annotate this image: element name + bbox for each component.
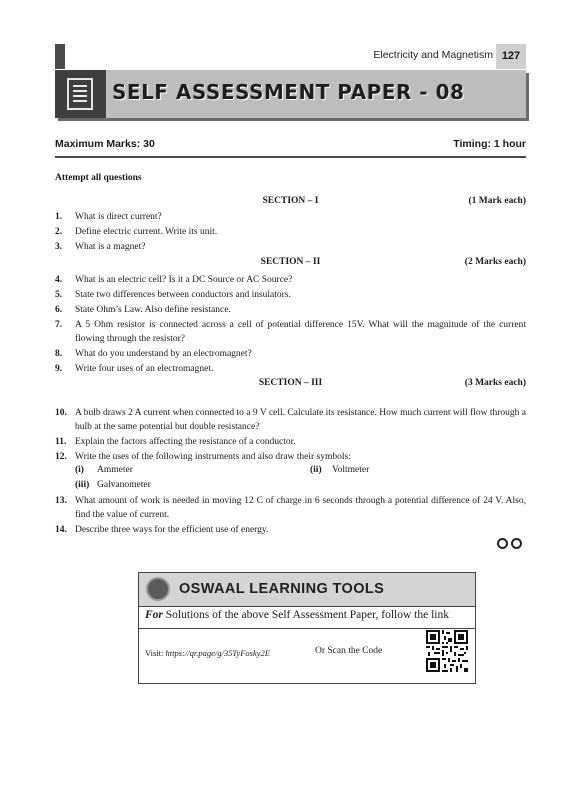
sub-question-text: Galvanometer: [97, 480, 151, 490]
end-mark-circle-icon: [511, 538, 522, 549]
instruction: Attempt all questions: [55, 173, 142, 183]
question-text: Describe three ways for the efficient use of energy.: [75, 525, 269, 535]
solutions-text: Solutions of the above Self Assessment Paper, follow the link: [165, 609, 449, 621]
question-text: Write the uses of the following instruments and also draw their symbols:: [75, 452, 351, 462]
question-item: [55, 210, 526, 224]
scan-instruction: Or Scan the Code: [315, 646, 383, 656]
timing: Timing: 1 hour: [453, 138, 526, 150]
question-number: 14.: [55, 525, 67, 535]
question-text: What do you understand by an electromagnet?: [75, 349, 252, 359]
section-heading: [55, 196, 526, 209]
question-text: State two differences between conductors and insulators.: [75, 290, 291, 300]
sub-question-label: (ii): [310, 465, 322, 475]
question-item: [55, 240, 526, 254]
section-marks: (1 Mark each): [468, 196, 526, 206]
question-item: [55, 303, 526, 317]
section-marks: (2 Marks each): [464, 257, 526, 267]
visit-line: [145, 648, 270, 658]
section-heading: [55, 257, 526, 270]
sub-question-text: Ammeter: [97, 465, 133, 475]
question-number: 1.: [55, 212, 63, 222]
question-item: [55, 362, 526, 376]
section-title: SECTION – I: [262, 196, 319, 206]
question-number: 7.: [55, 320, 63, 330]
document-list-icon: [67, 78, 93, 110]
divider: [139, 628, 475, 629]
solutions-note: [145, 609, 449, 621]
learning-tools-title: OSWAAL LEARNING TOOLS: [179, 581, 385, 597]
question-number: 6.: [55, 305, 63, 315]
question-item: [55, 273, 526, 287]
question-text: What is an electric cell? Is it a DC Source or AC Source?: [75, 275, 293, 285]
for-word: For: [145, 609, 163, 621]
question-number: 10.: [55, 408, 67, 418]
sub-question-label: (iii): [75, 480, 90, 490]
marks-timing-row: [55, 136, 526, 158]
visit-label: Visit:: [145, 648, 164, 658]
maximum-marks: Maximum Marks: 30: [55, 138, 155, 150]
page-number: 127: [496, 44, 526, 69]
question-item: [55, 318, 526, 346]
question-item: [55, 523, 526, 537]
question-number: 2.: [55, 227, 63, 237]
sub-question: [75, 480, 151, 490]
question-item: [55, 494, 526, 522]
section-heading: [55, 378, 526, 391]
question-number: 13.: [55, 496, 67, 506]
question-item: [55, 347, 526, 361]
question-text: What amount of work is needed in moving 12 C of charge in 6 seconds through a potential difference of 24 V. Also, find the value of current.: [75, 496, 526, 521]
section-marks: (3 Marks each): [464, 378, 526, 388]
question-text: Explain the factors affecting the resistance of a conductor.: [75, 437, 296, 447]
question-text: What is direct current?: [75, 212, 162, 222]
oswaal-logo-icon: [146, 577, 170, 601]
learning-tools-header: [139, 573, 475, 607]
sub-question-text: Voltmeter: [332, 465, 370, 475]
sub-question: [310, 465, 369, 475]
section-title: SECTION – II: [260, 257, 321, 267]
question-text: What is a magnet?: [75, 242, 146, 252]
sub-question-label: (i): [75, 465, 84, 475]
section-title: SECTION – III: [258, 378, 323, 388]
question-number: 9.: [55, 364, 63, 374]
solution-link[interactable]: https://qr.page/g/35TyFosky2E: [165, 648, 270, 658]
question-number: 12.: [55, 452, 67, 462]
learning-tools-box: [138, 572, 476, 684]
question-number: 8.: [55, 349, 63, 359]
header-tab-marker: [55, 44, 65, 69]
qr-code-icon[interactable]: [426, 630, 468, 672]
question-item: [55, 225, 526, 239]
question-text: State Ohm’s Law. Also define resistance.: [75, 305, 231, 315]
question-text: A 5 Ohm resistor is connected across a cell of potential difference 15V. What will the magnitude of the current flowing through the resistor?: [75, 320, 526, 345]
question-item: [55, 450, 526, 464]
chapter-title: Electricity and Magnetism: [373, 49, 493, 61]
question-item: [55, 406, 526, 434]
paper-title: SELF ASSESSMENT PAPER - 08: [112, 80, 465, 104]
question-text: A bulb draws 2 A current when connected to a 9 V cell. Calculate its resistance. How much current will flow through a bulb at the same potential but double resistance?: [75, 408, 526, 433]
question-item: [55, 288, 526, 302]
question-number: 5.: [55, 290, 63, 300]
question-number: 4.: [55, 275, 63, 285]
question-number: 11.: [55, 437, 67, 447]
sub-question: [75, 465, 133, 475]
question-text: Write four uses of an electromagnet.: [75, 364, 214, 374]
question-text: Define electric current. Write its unit.: [75, 227, 218, 237]
question-number: 3.: [55, 242, 63, 252]
question-item: [55, 435, 526, 449]
end-mark-circle-icon: [497, 538, 508, 549]
